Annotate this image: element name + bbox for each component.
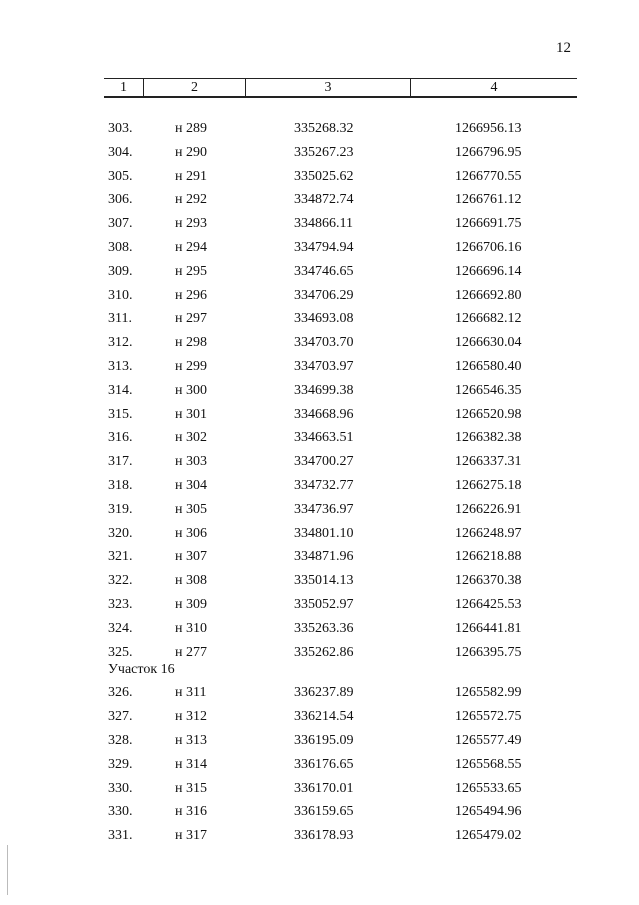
- x-coordinate: 334700.27: [294, 454, 354, 470]
- table-header: [104, 78, 577, 98]
- table-row: [0, 167, 639, 191]
- row-number: 321.: [108, 549, 133, 565]
- header-cell-2: 2: [144, 79, 246, 96]
- y-coordinate: 1266761.12: [455, 192, 522, 208]
- point-label: н 307: [175, 549, 207, 565]
- x-coordinate: 336214.54: [294, 709, 354, 725]
- x-coordinate: 334794.94: [294, 239, 354, 255]
- x-coordinate: 336176.65: [294, 756, 354, 772]
- point-label: н 315: [175, 780, 207, 796]
- y-coordinate: 1265582.99: [455, 685, 522, 701]
- section-title: [0, 662, 639, 683]
- point-label: н 299: [175, 358, 207, 374]
- table-row: [0, 595, 639, 619]
- y-coordinate: 1266395.75: [455, 644, 522, 660]
- row-number: 319.: [108, 501, 133, 517]
- y-coordinate: 1265479.02: [455, 828, 522, 844]
- row-number: 308.: [108, 239, 133, 255]
- y-coordinate: 1266218.88: [455, 549, 522, 565]
- x-coordinate: 334668.96: [294, 406, 354, 422]
- table-row: [0, 143, 639, 167]
- point-label: н 304: [175, 477, 207, 493]
- table-row: [0, 802, 639, 826]
- table-row: [0, 707, 639, 731]
- row-number: 314.: [108, 382, 133, 398]
- row-number: 331.: [108, 828, 133, 844]
- y-coordinate: 1265577.49: [455, 732, 522, 748]
- point-label: н 309: [175, 596, 207, 612]
- table-row: [0, 500, 639, 524]
- point-label: н 303: [175, 454, 207, 470]
- y-coordinate: 1266546.35: [455, 382, 522, 398]
- y-coordinate: 1266682.12: [455, 311, 522, 327]
- x-coordinate: 334872.74: [294, 192, 354, 208]
- y-coordinate: 1265572.75: [455, 709, 522, 725]
- row-number: 304.: [108, 144, 133, 160]
- y-coordinate: 1265568.55: [455, 756, 522, 772]
- row-number: 305.: [108, 168, 133, 184]
- point-label: н 296: [175, 287, 207, 303]
- row-number: 322.: [108, 573, 133, 589]
- x-coordinate: 335263.36: [294, 620, 354, 636]
- x-coordinate: 335262.86: [294, 644, 354, 660]
- x-coordinate: 335268.32: [294, 121, 354, 136]
- y-coordinate: 1266956.13: [455, 121, 522, 136]
- y-coordinate: 1266520.98: [455, 406, 522, 422]
- x-coordinate: 335267.23: [294, 144, 354, 160]
- row-number: 313.: [108, 358, 133, 374]
- row-number: 323.: [108, 596, 133, 612]
- x-coordinate: 334736.97: [294, 501, 354, 517]
- table-row: [0, 755, 639, 779]
- point-label: н 310: [175, 620, 207, 636]
- row-number: 307.: [108, 216, 133, 232]
- y-coordinate: 1266425.53: [455, 596, 522, 612]
- point-label: н 298: [175, 335, 207, 351]
- y-coordinate: 1266580.40: [455, 358, 522, 374]
- x-coordinate: 334801.10: [294, 525, 354, 541]
- row-number: 324.: [108, 620, 133, 636]
- point-label: н 306: [175, 525, 207, 541]
- table-row: [0, 190, 639, 214]
- table-row: [0, 357, 639, 381]
- point-label: н 295: [175, 263, 207, 279]
- row-number: 328.: [108, 732, 133, 748]
- row-number: 315.: [108, 406, 133, 422]
- point-label: н 290: [175, 144, 207, 160]
- point-label: н 312: [175, 709, 207, 725]
- point-label: н 311: [175, 685, 207, 701]
- table-row: [0, 731, 639, 755]
- y-coordinate: 1266226.91: [455, 501, 522, 517]
- x-coordinate: 336237.89: [294, 685, 354, 701]
- header-cell-4: 4: [490, 79, 498, 95]
- point-label: н 314: [175, 756, 207, 772]
- table-row: [0, 619, 639, 643]
- table-row: [0, 547, 639, 571]
- header-cell-1: 1: [104, 79, 144, 96]
- point-label: н 316: [175, 804, 207, 820]
- point-label: н 294: [175, 239, 207, 255]
- table-row: [0, 262, 639, 286]
- row-number: 327.: [108, 709, 133, 725]
- x-coordinate: 335014.13: [294, 573, 354, 589]
- point-label: н 297: [175, 311, 207, 327]
- row-number: 326.: [108, 685, 133, 701]
- point-label: н 291: [175, 168, 207, 184]
- x-coordinate: 336159.65: [294, 804, 354, 820]
- point-label: н 302: [175, 430, 207, 446]
- x-coordinate: 334732.77: [294, 477, 354, 493]
- table-row: [0, 286, 639, 310]
- table-row: [0, 643, 639, 667]
- page-number: 12: [556, 40, 571, 56]
- y-coordinate: 1265533.65: [455, 780, 522, 796]
- coordinate-table: [0, 119, 639, 850]
- row-number: 310.: [108, 287, 133, 303]
- x-coordinate: 334866.11: [294, 216, 353, 232]
- table-row: [0, 524, 639, 548]
- point-label: н 300: [175, 382, 207, 398]
- x-coordinate: 334703.70: [294, 335, 354, 351]
- y-coordinate: 1266248.97: [455, 525, 522, 541]
- y-coordinate: 1266337.31: [455, 454, 522, 470]
- x-coordinate: 334706.29: [294, 287, 354, 303]
- point-label: н 301: [175, 406, 207, 422]
- table-row: [0, 405, 639, 429]
- y-coordinate: 1266275.18: [455, 477, 522, 493]
- y-coordinate: 1266770.55: [455, 168, 522, 184]
- row-number: 330.: [108, 804, 133, 820]
- row-number: 309.: [108, 263, 133, 279]
- point-label: н 308: [175, 573, 207, 589]
- row-number: 303.: [108, 121, 133, 136]
- table-row: [0, 214, 639, 238]
- x-coordinate: 335052.97: [294, 596, 354, 612]
- row-number: 317.: [108, 454, 133, 470]
- table-row: [0, 428, 639, 452]
- y-coordinate: 1266706.16: [455, 239, 522, 255]
- table-row: [0, 452, 639, 476]
- row-number: 316.: [108, 430, 133, 446]
- table-row: [0, 381, 639, 405]
- table-row: [0, 333, 639, 357]
- y-coordinate: 1266796.95: [455, 144, 522, 160]
- y-coordinate: 1266382.38: [455, 430, 522, 446]
- y-coordinate: 1266696.14: [455, 263, 522, 279]
- table-row: [0, 683, 639, 707]
- y-coordinate: 1266370.38: [455, 573, 522, 589]
- table-row: [0, 779, 639, 803]
- table-row: [0, 826, 639, 850]
- x-coordinate: 335025.62: [294, 168, 354, 184]
- row-number: 330.: [108, 780, 133, 796]
- row-number: 329.: [108, 756, 133, 772]
- y-coordinate: 1266441.81: [455, 620, 522, 636]
- row-number: 318.: [108, 477, 133, 493]
- x-coordinate: 336178.93: [294, 828, 354, 844]
- row-number: 325.: [108, 644, 133, 660]
- point-label: н 317: [175, 828, 207, 844]
- table-row: [0, 571, 639, 595]
- point-label: н 289: [175, 121, 207, 136]
- table-row: [0, 309, 639, 333]
- row-number: 311.: [108, 311, 132, 327]
- x-coordinate: 334663.51: [294, 430, 354, 446]
- header-cell-3: 3: [246, 79, 411, 96]
- table-row: [0, 476, 639, 500]
- section-title-text: Участок 16: [108, 662, 175, 678]
- x-coordinate: 334703.97: [294, 358, 354, 374]
- x-coordinate: 334746.65: [294, 263, 354, 279]
- row-number: 306.: [108, 192, 133, 208]
- point-label: н 277: [175, 644, 207, 660]
- row-number: 320.: [108, 525, 133, 541]
- y-coordinate: 1266691.75: [455, 216, 522, 232]
- table-row: [0, 119, 639, 143]
- x-coordinate: 334871.96: [294, 549, 354, 565]
- point-label: н 293: [175, 216, 207, 232]
- y-coordinate: 1266692.80: [455, 287, 522, 303]
- scan-edge-mark: [7, 845, 8, 895]
- row-number: 312.: [108, 335, 133, 351]
- x-coordinate: 336195.09: [294, 732, 354, 748]
- y-coordinate: 1265494.96: [455, 804, 522, 820]
- x-coordinate: 334699.38: [294, 382, 354, 398]
- y-coordinate: 1266630.04: [455, 335, 522, 351]
- x-coordinate: 336170.01: [294, 780, 354, 796]
- point-label: н 313: [175, 732, 207, 748]
- table-row: [0, 238, 639, 262]
- point-label: н 305: [175, 501, 207, 517]
- x-coordinate: 334693.08: [294, 311, 354, 327]
- point-label: н 292: [175, 192, 207, 208]
